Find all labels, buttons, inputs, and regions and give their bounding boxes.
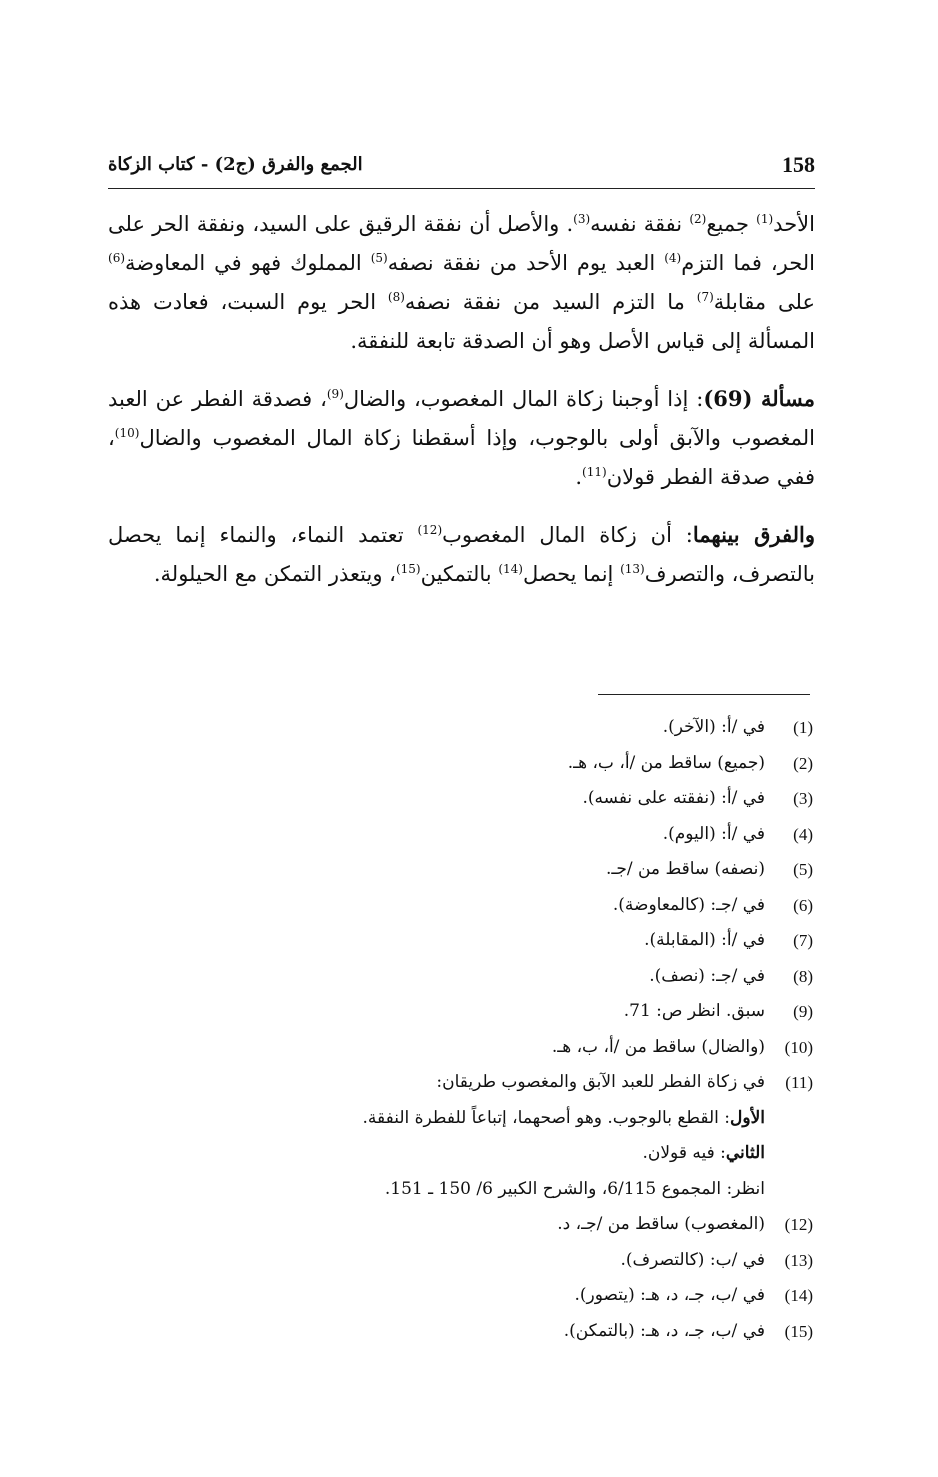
text-segment: ، ففي صدقة الفطر قولان	[108, 426, 815, 489]
paragraph-2	[108, 379, 815, 497]
footnote-ref[interactable]: (14)	[498, 562, 523, 576]
paragraph-1	[108, 205, 815, 361]
text-segment: ، فصدقة الفطر عن العبد المغصوب والآبق أولى بالوجوب، وإذا أسقطنا زكاة المال المغصوب والضال	[108, 387, 815, 450]
text-segment: الأحد	[773, 212, 815, 236]
footnote-ref[interactable]: (10)	[114, 426, 140, 440]
main-text	[108, 205, 815, 594]
footnote-text: في /جـ: (نصف).	[649, 965, 765, 986]
text-segment: ، ويتعذر التمكن مع الحيلولة.	[153, 562, 396, 586]
footnote-number: (1)	[793, 718, 813, 737]
footnote-text: سبق. انظر ص: 71.	[623, 1001, 765, 1021]
difference-heading: والفرق بينهما	[692, 522, 815, 547]
footnote-11-second	[108, 1136, 765, 1172]
footnote-ref[interactable]: (2)	[689, 212, 707, 226]
page-number: 158	[782, 152, 815, 177]
text-segment: ما التزم السيد من نفقة نصفه	[404, 290, 697, 314]
footnote-text: في /ب، جـ، د، هـ: (يتصور).	[574, 1285, 765, 1305]
footnote-ref[interactable]: (8)	[387, 290, 405, 304]
footnote-ref[interactable]: (7)	[696, 290, 714, 304]
footnote-text: في /أ: (الآخر).	[662, 717, 765, 737]
footnote-text: (والضال) ساقط من /أ، ب، هـ.	[551, 1036, 765, 1057]
text-segment: جميع	[706, 212, 757, 236]
text-segment: : أن زكاة المال المغصوب	[442, 523, 693, 547]
footnote-text: في /أ: (المقابلة).	[644, 930, 765, 950]
footnote-ref[interactable]: (9)	[326, 387, 344, 401]
text-segment: .	[575, 465, 583, 489]
footnote-number: (3)	[793, 789, 813, 808]
text-segment: إنما يحصل	[522, 562, 621, 586]
footnote-text: : القطع بالوجوب. وهو أصحهما، إتباعاً للفطرة النفقة.	[362, 1107, 731, 1128]
footnote-ref[interactable]: (11)	[582, 465, 607, 479]
footnote-number: (8)	[793, 966, 813, 986]
paragraph-3	[108, 515, 815, 594]
footnote	[108, 1278, 813, 1314]
footnote-number: (4)	[793, 824, 813, 844]
text-segment: تعتمد النماء، والنماء إنما يحصل بالتصرف، والتصرف	[108, 523, 815, 586]
footnotes	[108, 710, 813, 1349]
footnote-ref[interactable]: (1)	[756, 212, 774, 226]
footnote-ref[interactable]: (3)	[573, 212, 591, 226]
footnote-ref[interactable]: (6)	[108, 251, 126, 265]
text-segment: نفقة نفسه	[590, 212, 690, 236]
label-first: الأول	[730, 1107, 765, 1128]
footnote	[108, 1207, 813, 1243]
footnote-number: (15)	[784, 1321, 813, 1341]
footnote-text: في /ب: (كالتصرف).	[620, 1249, 765, 1270]
footnote	[108, 959, 813, 995]
footnote-text: في زكاة الفطر للعبد الآبق والمغصوب طريقان:	[436, 1072, 765, 1092]
footnote	[108, 1065, 813, 1101]
footnote-number: (14)	[784, 1286, 813, 1305]
footnote	[108, 852, 813, 888]
footnote-number: (13)	[784, 1250, 813, 1270]
footnote-text: في /ب، جـ، د، هـ: (بالتمكن).	[563, 1320, 765, 1341]
footnote-ref[interactable]: (15)	[395, 562, 421, 576]
footnote-number: (12)	[784, 1215, 813, 1234]
text-segment: على مقابلة	[713, 290, 815, 314]
footnote-number: (11)	[785, 1073, 813, 1092]
footnote-number: (2)	[793, 753, 813, 773]
footnote-text: (المغصوب) ساقط من /جـ، د.	[557, 1214, 765, 1234]
running-head: الجمع والفرق (ج2) - كتاب الزكاة	[108, 154, 363, 175]
footnote-number: (9)	[793, 1002, 813, 1021]
footnote-text: (جميع) ساقط من /أ، ب، هـ.	[567, 752, 765, 773]
issue-heading: مسألة (69)	[703, 386, 815, 411]
footnote-ref[interactable]: (5)	[370, 251, 388, 265]
footnote	[108, 994, 813, 1030]
footnote	[108, 781, 813, 817]
footnote-number: (10)	[784, 1037, 813, 1057]
footnote	[108, 1314, 813, 1350]
footnote-text: في /جـ: (كالمعاوضة).	[612, 894, 765, 915]
footnote-ref[interactable]: (12)	[417, 523, 443, 537]
page-header	[108, 148, 815, 189]
footnote-number: (5)	[793, 860, 813, 879]
footnote-ref[interactable]: (13)	[620, 562, 645, 576]
footnote-text: في /أ: (اليوم).	[662, 823, 765, 844]
footnote	[108, 1030, 813, 1066]
footnote	[108, 710, 813, 746]
footnote-11-first	[108, 1101, 765, 1137]
footnote-number: (7)	[793, 931, 813, 950]
text-segment: . والأصل أن نفقة الرقيق على السيد، ونفقة الحر على الحر، فما التزم	[108, 212, 815, 275]
text-segment: الحر يوم السبت، فعادت هذه المسألة إلى قياس الأصل وهو أن الصدقة تابعة للنفقة.	[108, 290, 815, 353]
footnote-11-reference: انظر: المجموع 6/115، والشرح الكبير 6/ 150 ـ 151.	[384, 1178, 765, 1199]
text-segment: العبد يوم الأحد من نفقة نصفه	[387, 251, 665, 275]
footnote-divider	[598, 694, 810, 695]
footnote	[108, 888, 813, 924]
footnote-text: في /أ: (نفقته على نفسه).	[582, 788, 765, 808]
text-segment: بالتمكين	[420, 562, 499, 586]
footnote-ref[interactable]: (4)	[664, 251, 682, 265]
text-segment: : إذا أوجبنا زكاة المال المغصوب، والضال	[343, 387, 704, 411]
footnote	[108, 923, 813, 959]
footnote	[108, 817, 813, 853]
footnote	[108, 746, 813, 782]
footnote	[108, 1243, 813, 1279]
label-second: الثاني	[725, 1143, 765, 1163]
footnote-text: : فيه قولان.	[642, 1143, 726, 1163]
footnote-text: (نصفه) ساقط من /جـ.	[605, 859, 765, 879]
text-segment: المملوك فهو في المعاوضة	[125, 251, 371, 275]
footnote-number: (6)	[793, 895, 813, 915]
